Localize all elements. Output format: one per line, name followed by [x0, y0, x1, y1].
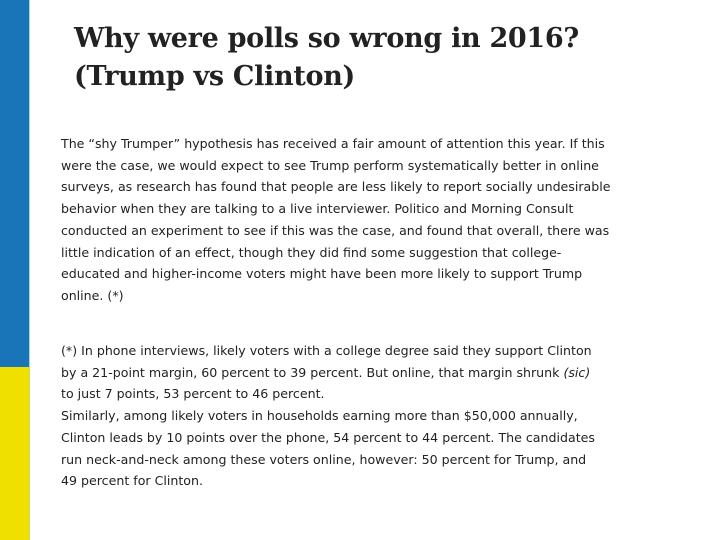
side-bar-divider: [29, 0, 30, 540]
footnote-text-part2: to just 7 points, 53 percent to 46 percent. Similarly, among likely voters in households earning more than $50,000 annually, Clinton leads by 10 points over the phone, 54 percent to 44 percent. The candidates run neck-and-neck among these voters online, however: 50 percent for Trump, and 49 percent for Clinton.: [61, 386, 595, 489]
side-accent-bar: [0, 0, 30, 540]
footnote-paragraph: [61, 340, 701, 492]
footnote-sic: (sic): [563, 364, 591, 380]
body-paragraph: The “shy Trumper” hypothesis has received a fair amount of attention this year. If this were the case, we would expect to see Trump perform systematically better in online surveys, as research has found that people are less likely to report socially undesirable behavior when they are talking to a live interviewer. Politico and Morning Consult conducted an experiment to see if this was the case, and found that overall, there was little indication of an effect, though they did find some suggestion that college- educated and higher-income voters might have been more likely to support Trump online. (*): [61, 136, 611, 303]
side-bar-blue-segment: [0, 0, 29, 367]
slide-title: Why were polls so wrong in 2016? (Trump vs Clinton): [74, 23, 579, 92]
side-bar-yellow-segment: [0, 367, 29, 540]
footnote-text-part1: (*) In phone interviews, likely voters with a college degree said they support Clinton by a 21-point margin, 60 percent to 39 percent. But online, that margin shrunk: [61, 343, 592, 380]
